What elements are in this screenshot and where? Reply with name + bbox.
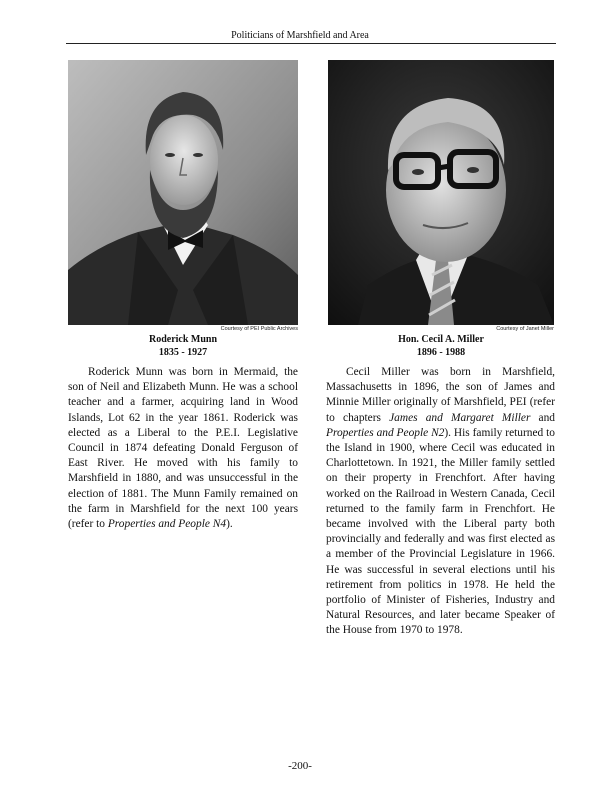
cross-reference: Properties and People N2 bbox=[326, 426, 445, 439]
caption-years: 1896 - 1988 bbox=[416, 347, 466, 358]
portrait-cecil-miller bbox=[328, 60, 554, 325]
biography-roderick-munn: Roderick Munn was born in Mermaid, the son of Neil and Elizabeth Munn. He was a school teacher and a farmer, acquiring land in Wood Islands, Lot 62 in the year 1861. Roderick was elected as a Liberal to the P.E.I. Legislative Council in 1874 defeating Donald Ferguson of East River. He moved with his family to Marshfield in 1880, and was unsuccessful in the election of 1881. The Munn Family remained on the farm in Marshfield for the next 100 years (refer to Properties and People N4). bbox=[68, 366, 298, 531]
caption-name: Hon. Cecil A. Miller bbox=[398, 334, 484, 345]
biography-cecil-miller: Cecil Miller was born in Marshfield, Massachusetts in 1896, the son of James and Minnie Miller originally of Marshfield, PEI (refer to chapters James and Margaret Miller and Properties and People N2). His family returned to the Island in 1900, where Cecil was educated in Charlottetown. In 1921, the Miller family settled on their property in Frenchfort. After having worked on the Railroad in Western Canada, Cecil returned to the family farm in Frenchfort. He became involved with the Liberal party both provincially and federally and was first elected as a member of the Provincial Legislature in 1966. He was successful in several elections until his retirement from politics in 1978. He held the portfolio of Minister of Fisheries, Industry and Natural Resources, and later became Speaker of the House from 1970 to 1978. bbox=[326, 366, 555, 637]
caption-cecil-miller bbox=[328, 333, 554, 359]
cross-reference: Properties and People N4 bbox=[107, 518, 227, 531]
caption-years: 1835 - 1927 bbox=[158, 347, 208, 358]
caption-roderick-munn bbox=[68, 333, 298, 359]
header-rule bbox=[66, 43, 556, 44]
photo-credit: Courtesy of PEI Public Archives bbox=[220, 326, 298, 332]
photo-credit: Courtesy of Janet Miller bbox=[496, 326, 554, 332]
page-number: -200- bbox=[288, 760, 312, 772]
portrait-roderick-munn bbox=[68, 60, 298, 325]
caption-name: Roderick Munn bbox=[148, 334, 218, 345]
cross-reference: James and Margaret Miller bbox=[389, 411, 531, 424]
running-header: Politicians of Marshfield and Area bbox=[231, 30, 369, 41]
